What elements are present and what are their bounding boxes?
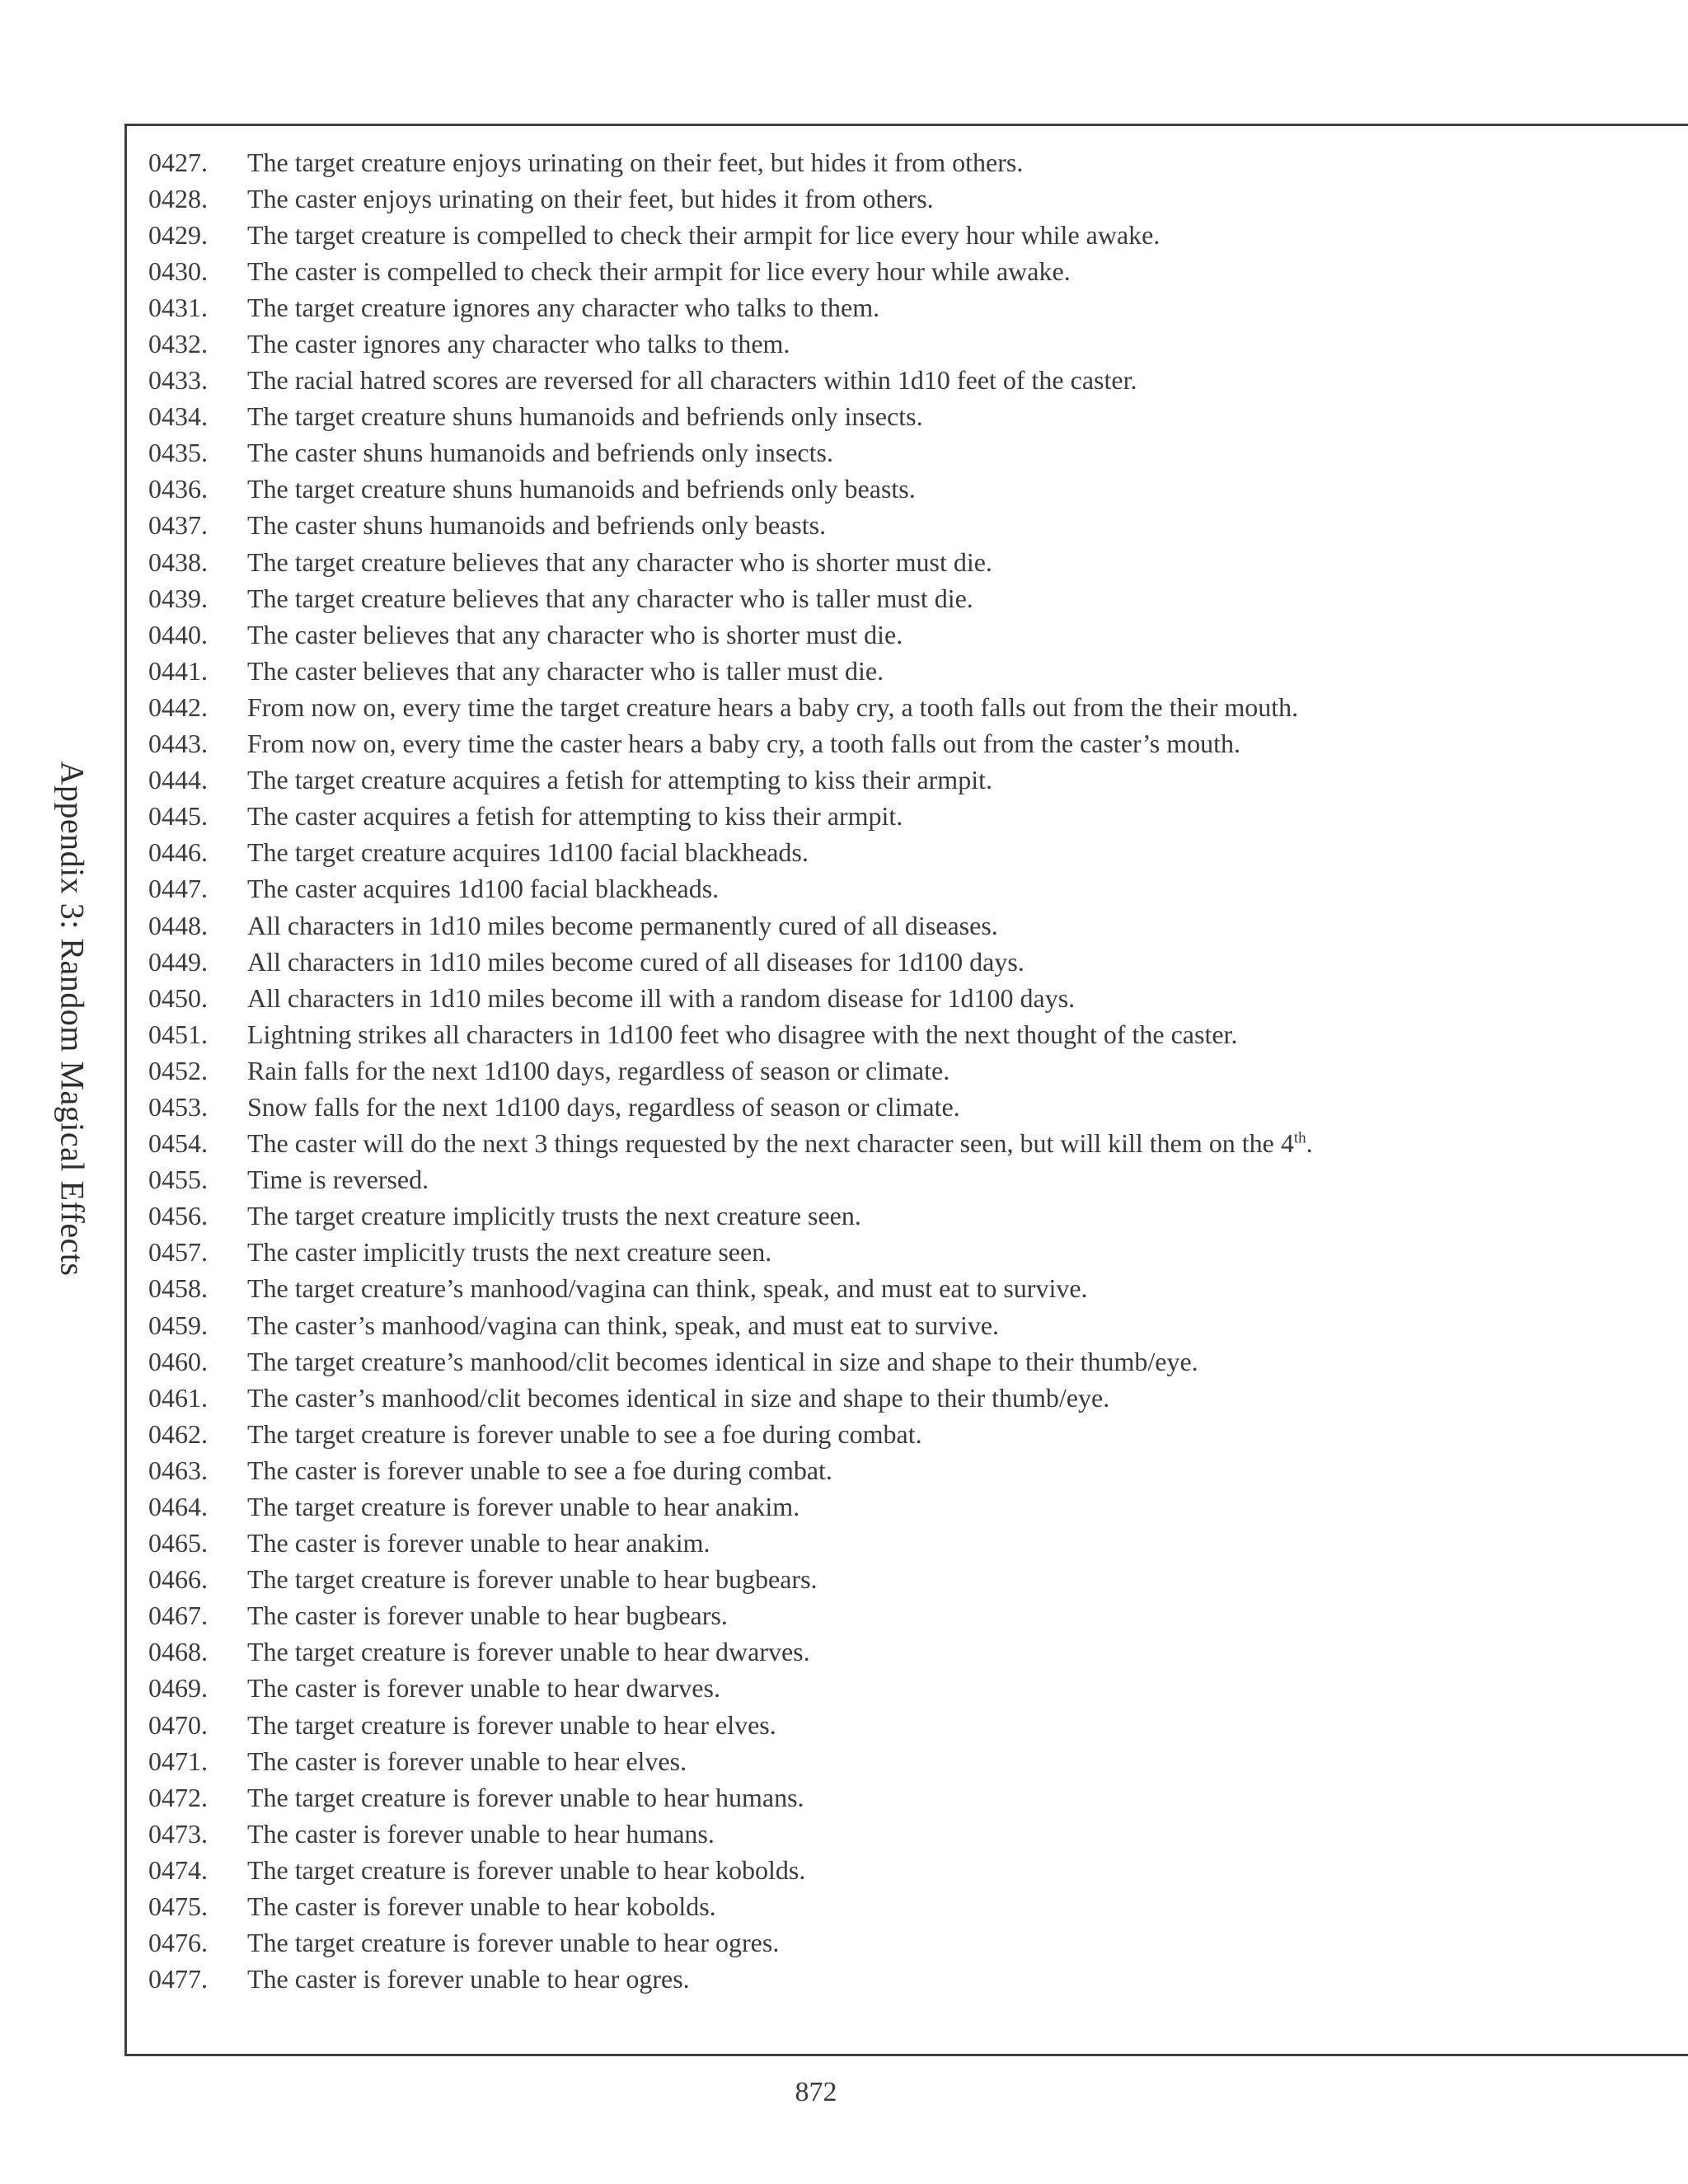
entry-number: 0447. — [148, 874, 208, 904]
list-item — [148, 980, 1665, 1016]
entry-number: 0456. — [148, 1201, 208, 1231]
entry-text-body: All characters in 1d10 miles become permanently cured of all diseases. — [247, 910, 998, 940]
entry-number: 0430. — [148, 255, 208, 286]
entry-text-body: The target creature enjoys urinating on their feet, but hides it from others. — [247, 147, 1024, 177]
entry-text-body: Rain falls for the next 1d100 days, regardless of season or climate. — [247, 1055, 950, 1085]
entry-number: 0473. — [148, 1818, 208, 1849]
entry-text-body: The caster is forever unable to hear humans. — [247, 1818, 715, 1849]
entry-number: 0445. — [148, 801, 208, 832]
entry-number: 0467. — [148, 1601, 208, 1631]
entry-text-body: The caster is forever unable to hear bugbears. — [247, 1601, 728, 1631]
entry-text — [247, 837, 809, 868]
entry-text — [247, 293, 879, 323]
entry-number: 0443. — [148, 729, 208, 759]
entry-text — [247, 438, 833, 468]
entry-text — [247, 1819, 715, 1849]
entry-number: 0436. — [148, 474, 208, 504]
entry-number: 0471. — [148, 1746, 208, 1776]
list-item — [148, 1126, 1665, 1162]
list-item — [148, 1089, 1665, 1125]
entry-number: 0432. — [148, 329, 208, 359]
entry-text-body: The caster’s manhood/clit becomes identical in size and shape to their thumb/eye. — [247, 1382, 1110, 1413]
entry-number: 0465. — [148, 1528, 208, 1558]
appendix-title: Appendix 3: Random Magical Effects — [54, 761, 91, 1277]
effects-list — [148, 144, 1665, 1998]
entry-text — [247, 547, 992, 578]
entry-text-body: All characters in 1d10 miles become ill with a random disease for 1d100 days. — [247, 982, 1076, 1013]
entry-text — [247, 1601, 728, 1631]
list-item — [148, 399, 1665, 435]
entry-text — [247, 801, 903, 832]
entry-text — [247, 1710, 776, 1741]
entry-number: 0476. — [148, 1928, 208, 1958]
list-item — [148, 1562, 1665, 1598]
entry-number: 0452. — [148, 1055, 208, 1085]
entry-number: 0472. — [148, 1782, 208, 1812]
entry-text-body: The target creature is forever unable to hear elves. — [247, 1709, 776, 1740]
entry-text-body: The caster enjoys urinating on their feet, but hides it from others. — [247, 183, 934, 213]
entry-text — [247, 256, 1071, 287]
entry-text-body: The caster’s manhood/vagina can think, speak, and must eat to survive. — [247, 1310, 1000, 1340]
entry-text-body: All characters in 1d10 miles become cured of all diseases for 1d100 days. — [247, 946, 1025, 977]
entry-text-body: The target creature is forever unable to hear dwarves. — [247, 1637, 810, 1667]
entry-number: 0468. — [148, 1637, 208, 1667]
list-item — [148, 1452, 1665, 1488]
list-item — [148, 1598, 1665, 1634]
entry-number: 0439. — [148, 583, 208, 613]
entry-text — [247, 1165, 429, 1195]
entry-text — [247, 983, 1075, 1014]
list-item — [148, 835, 1665, 871]
entry-number: 0448. — [148, 910, 208, 940]
entry-number: 0459. — [148, 1310, 208, 1340]
entry-text-body: The target creature acquires a fetish for attempting to kiss their armpit. — [247, 765, 992, 795]
entry-text-body: The racial hatred scores are reversed for all characters within 1d10 feet of the caster. — [247, 365, 1137, 396]
list-item — [148, 1671, 1665, 1707]
entry-text — [247, 1273, 1088, 1304]
entry-text-body: The caster is forever unable to hear anakim. — [247, 1528, 710, 1558]
entry-text — [247, 1673, 720, 1704]
list-item — [148, 653, 1665, 689]
list-item — [148, 363, 1665, 399]
entry-text — [247, 1056, 950, 1086]
entry-number: 0450. — [148, 982, 208, 1013]
list-item — [148, 1634, 1665, 1671]
entry-text-body: Lightning strikes all characters in 1d100 feet who disagree with the next thought of the caster. — [247, 1019, 1238, 1049]
list-item — [148, 1743, 1665, 1779]
list-item — [148, 1526, 1665, 1562]
entry-text-body: The caster believes that any character who is taller must die. — [247, 655, 884, 686]
entry-number: 0449. — [148, 946, 208, 977]
list-item — [148, 726, 1665, 762]
entry-text-body: The target creature is forever unable to hear kobolds. — [247, 1854, 806, 1885]
list-item — [148, 144, 1665, 180]
entry-text — [247, 1964, 690, 1994]
entry-text — [247, 1891, 716, 1922]
list-item — [148, 1271, 1665, 1307]
list-item — [148, 871, 1665, 907]
entry-text-body: The target creature’s manhood/clit becomes identical in size and shape to their thumb/eye. — [247, 1346, 1198, 1376]
entry-text-body: The caster ignores any character who talks to them. — [247, 329, 790, 359]
entry-text-body: The target creature is forever unable to hear bugbears. — [247, 1564, 818, 1595]
entry-number: 0442. — [148, 691, 208, 722]
entry-text — [247, 620, 903, 650]
entry-text-body: The target creature believes that any character who is taller must die. — [247, 583, 973, 613]
entry-text — [247, 1201, 861, 1231]
list-item — [148, 1961, 1665, 1998]
entry-text-body: The caster is forever unable to hear ogres. — [247, 1964, 690, 1994]
entry-text — [247, 1783, 804, 1813]
entry-text — [247, 1528, 710, 1558]
entry-number: 0458. — [148, 1273, 208, 1304]
list-item — [148, 799, 1665, 835]
entry-number: 0461. — [148, 1382, 208, 1413]
entry-text-body: The caster is forever unable to hear dwarves. — [247, 1673, 720, 1704]
list-item — [148, 1162, 1665, 1198]
entry-text-body: The caster shuns humanoids and befriends only insects. — [247, 438, 833, 468]
entry-number: 0462. — [148, 1418, 208, 1449]
entry-number: 0435. — [148, 438, 208, 468]
entry-text-body: The target creature is forever unable to hear anakim. — [247, 1492, 800, 1522]
entry-text — [247, 692, 1298, 723]
entry-number: 0438. — [148, 546, 208, 577]
entry-text-body: The caster believes that any character who is shorter must die. — [247, 619, 903, 649]
list-item — [148, 1307, 1665, 1343]
entry-text — [247, 1310, 999, 1341]
entry-number: 0444. — [148, 765, 208, 795]
entry-text-body: The caster will do the next 3 things requested by the next character seen, but will kill them on the 4 — [247, 1128, 1294, 1159]
list-item — [148, 1816, 1665, 1852]
entry-text-body: The target creature implicitly trusts the next creature seen. — [247, 1201, 861, 1231]
entry-text-body: The caster implicitly trusts the next creature seen. — [247, 1237, 772, 1268]
entry-number: 0454. — [148, 1128, 208, 1159]
entry-text-body: The target creature’s manhood/vagina can think, speak, and must eat to survive. — [247, 1273, 1088, 1304]
entry-number: 0469. — [148, 1673, 208, 1704]
entry-number: 0463. — [148, 1455, 208, 1485]
entry-text — [247, 1237, 771, 1268]
list-item — [148, 1016, 1665, 1052]
page-number: 872 — [795, 2077, 837, 2107]
entry-text — [247, 1564, 818, 1595]
entry-text — [247, 729, 1240, 759]
entry-number: 0466. — [148, 1564, 208, 1595]
entry-number: 0470. — [148, 1709, 208, 1740]
list-item — [148, 1235, 1665, 1271]
list-item — [148, 907, 1665, 944]
list-item — [148, 1416, 1665, 1452]
list-item — [148, 471, 1665, 508]
entry-number: 0464. — [148, 1492, 208, 1522]
entry-number: 0446. — [148, 837, 208, 868]
entry-text — [247, 765, 992, 795]
entry-text-body: The caster is forever unable to hear elves. — [247, 1746, 687, 1776]
entry-text — [247, 1019, 1237, 1050]
entry-superscript: th — [1293, 1129, 1306, 1147]
entry-text — [247, 220, 1160, 251]
entry-text-body: The target creature is forever unable to see a foe during combat. — [247, 1418, 922, 1449]
entry-number: 0440. — [148, 619, 208, 649]
list-item — [148, 1052, 1665, 1089]
list-item — [148, 1889, 1665, 1925]
list-item — [148, 762, 1665, 799]
entry-number: 0431. — [148, 292, 208, 322]
entry-text — [247, 1746, 687, 1777]
entry-text-body: The caster acquires a fetish for attempting to kiss their armpit. — [247, 801, 903, 832]
entry-text — [247, 474, 916, 504]
entry-number: 0457. — [148, 1237, 208, 1268]
entry-number: 0434. — [148, 401, 208, 432]
entry-text-body: The target creature is forever unable to hear humans. — [247, 1782, 804, 1812]
list-item — [148, 544, 1665, 580]
entry-text — [247, 184, 934, 214]
entry-text-body: The target creature ignores any character who talks to them. — [247, 292, 880, 322]
list-item — [148, 1925, 1665, 1961]
entry-text — [247, 656, 884, 687]
entry-text — [247, 1128, 1313, 1159]
entry-text-body: Time is reversed. — [247, 1165, 429, 1195]
entry-number: 0451. — [148, 1019, 208, 1049]
list-item — [148, 580, 1665, 616]
list-item — [148, 253, 1665, 289]
entry-text — [247, 329, 790, 359]
entry-text-body: The target creature is compelled to check their armpit for lice every hour while awake. — [247, 219, 1160, 250]
entry-text — [247, 1383, 1109, 1413]
entry-number: 0427. — [148, 147, 208, 177]
list-item — [148, 217, 1665, 253]
list-item — [148, 1852, 1665, 1888]
list-item — [148, 1488, 1665, 1525]
entry-text — [247, 1347, 1198, 1377]
list-item — [148, 326, 1665, 362]
entry-text — [247, 583, 973, 614]
entry-number: 0429. — [148, 219, 208, 250]
list-item — [148, 944, 1665, 980]
list-item — [148, 1707, 1665, 1743]
list-item — [148, 435, 1665, 471]
entry-text — [247, 1492, 799, 1522]
entry-text — [247, 401, 923, 432]
list-item — [148, 180, 1665, 217]
entry-text-body: The target creature is forever unable to hear ogres. — [247, 1928, 780, 1958]
entry-number: 0453. — [148, 1091, 208, 1122]
entry-text-body: The target creature believes that any character who is shorter must die. — [247, 546, 992, 577]
entry-text — [247, 148, 1023, 178]
entry-text-body: The caster is compelled to check their armpit for lice every hour while awake. — [247, 255, 1071, 286]
entry-number: 0474. — [148, 1854, 208, 1885]
entry-text — [247, 1637, 810, 1667]
entry-text-body: The target creature shuns humanoids and befriends only insects. — [247, 401, 923, 432]
entry-number: 0441. — [148, 655, 208, 686]
entry-text — [247, 1928, 779, 1958]
list-item — [148, 1343, 1665, 1380]
entry-number: 0433. — [148, 365, 208, 396]
list-item — [148, 1198, 1665, 1235]
entry-text-body: From now on, every time the caster hears a baby cry, a tooth falls out from the caster’s mouth. — [247, 729, 1240, 759]
entry-number: 0460. — [148, 1346, 208, 1376]
entry-text-body: Snow falls for the next 1d100 days, regardless of season or climate. — [247, 1091, 960, 1122]
list-item — [148, 1779, 1665, 1816]
entry-text-body: The target creature shuns humanoids and befriends only beasts. — [247, 474, 916, 504]
entry-text — [247, 874, 719, 904]
entry-number: 0428. — [148, 183, 208, 213]
entry-text — [247, 1855, 805, 1886]
entry-text-body: The caster is forever unable to hear kobolds. — [247, 1891, 716, 1922]
entry-text-body: The caster shuns humanoids and befriends only beasts. — [247, 510, 827, 541]
entry-text-body: From now on, every time the target creature hears a baby cry, a tooth falls out from the their mouth. — [247, 691, 1299, 722]
list-item — [148, 616, 1665, 653]
entry-text — [247, 1455, 832, 1486]
entry-text — [247, 1419, 922, 1450]
entry-text — [247, 510, 826, 541]
entry-text-body: The target creature acquires 1d100 facial blackheads. — [247, 837, 809, 868]
list-item — [148, 508, 1665, 544]
entry-number: 0455. — [148, 1165, 208, 1195]
list-item — [148, 289, 1665, 326]
entry-text — [247, 947, 1025, 977]
entry-text-body: The caster is forever unable to see a foe during combat. — [247, 1455, 832, 1485]
entry-text — [247, 911, 998, 941]
list-item — [148, 689, 1665, 725]
entry-text — [247, 365, 1137, 396]
entry-number: 0437. — [148, 510, 208, 541]
entry-number: 0475. — [148, 1891, 208, 1922]
entry-number: 0477. — [148, 1964, 208, 1994]
entry-text-body: The caster acquires 1d100 facial blackheads. — [247, 874, 720, 904]
entry-text-suffix: . — [1306, 1128, 1313, 1159]
list-item — [148, 1380, 1665, 1416]
entry-text — [247, 1092, 960, 1122]
